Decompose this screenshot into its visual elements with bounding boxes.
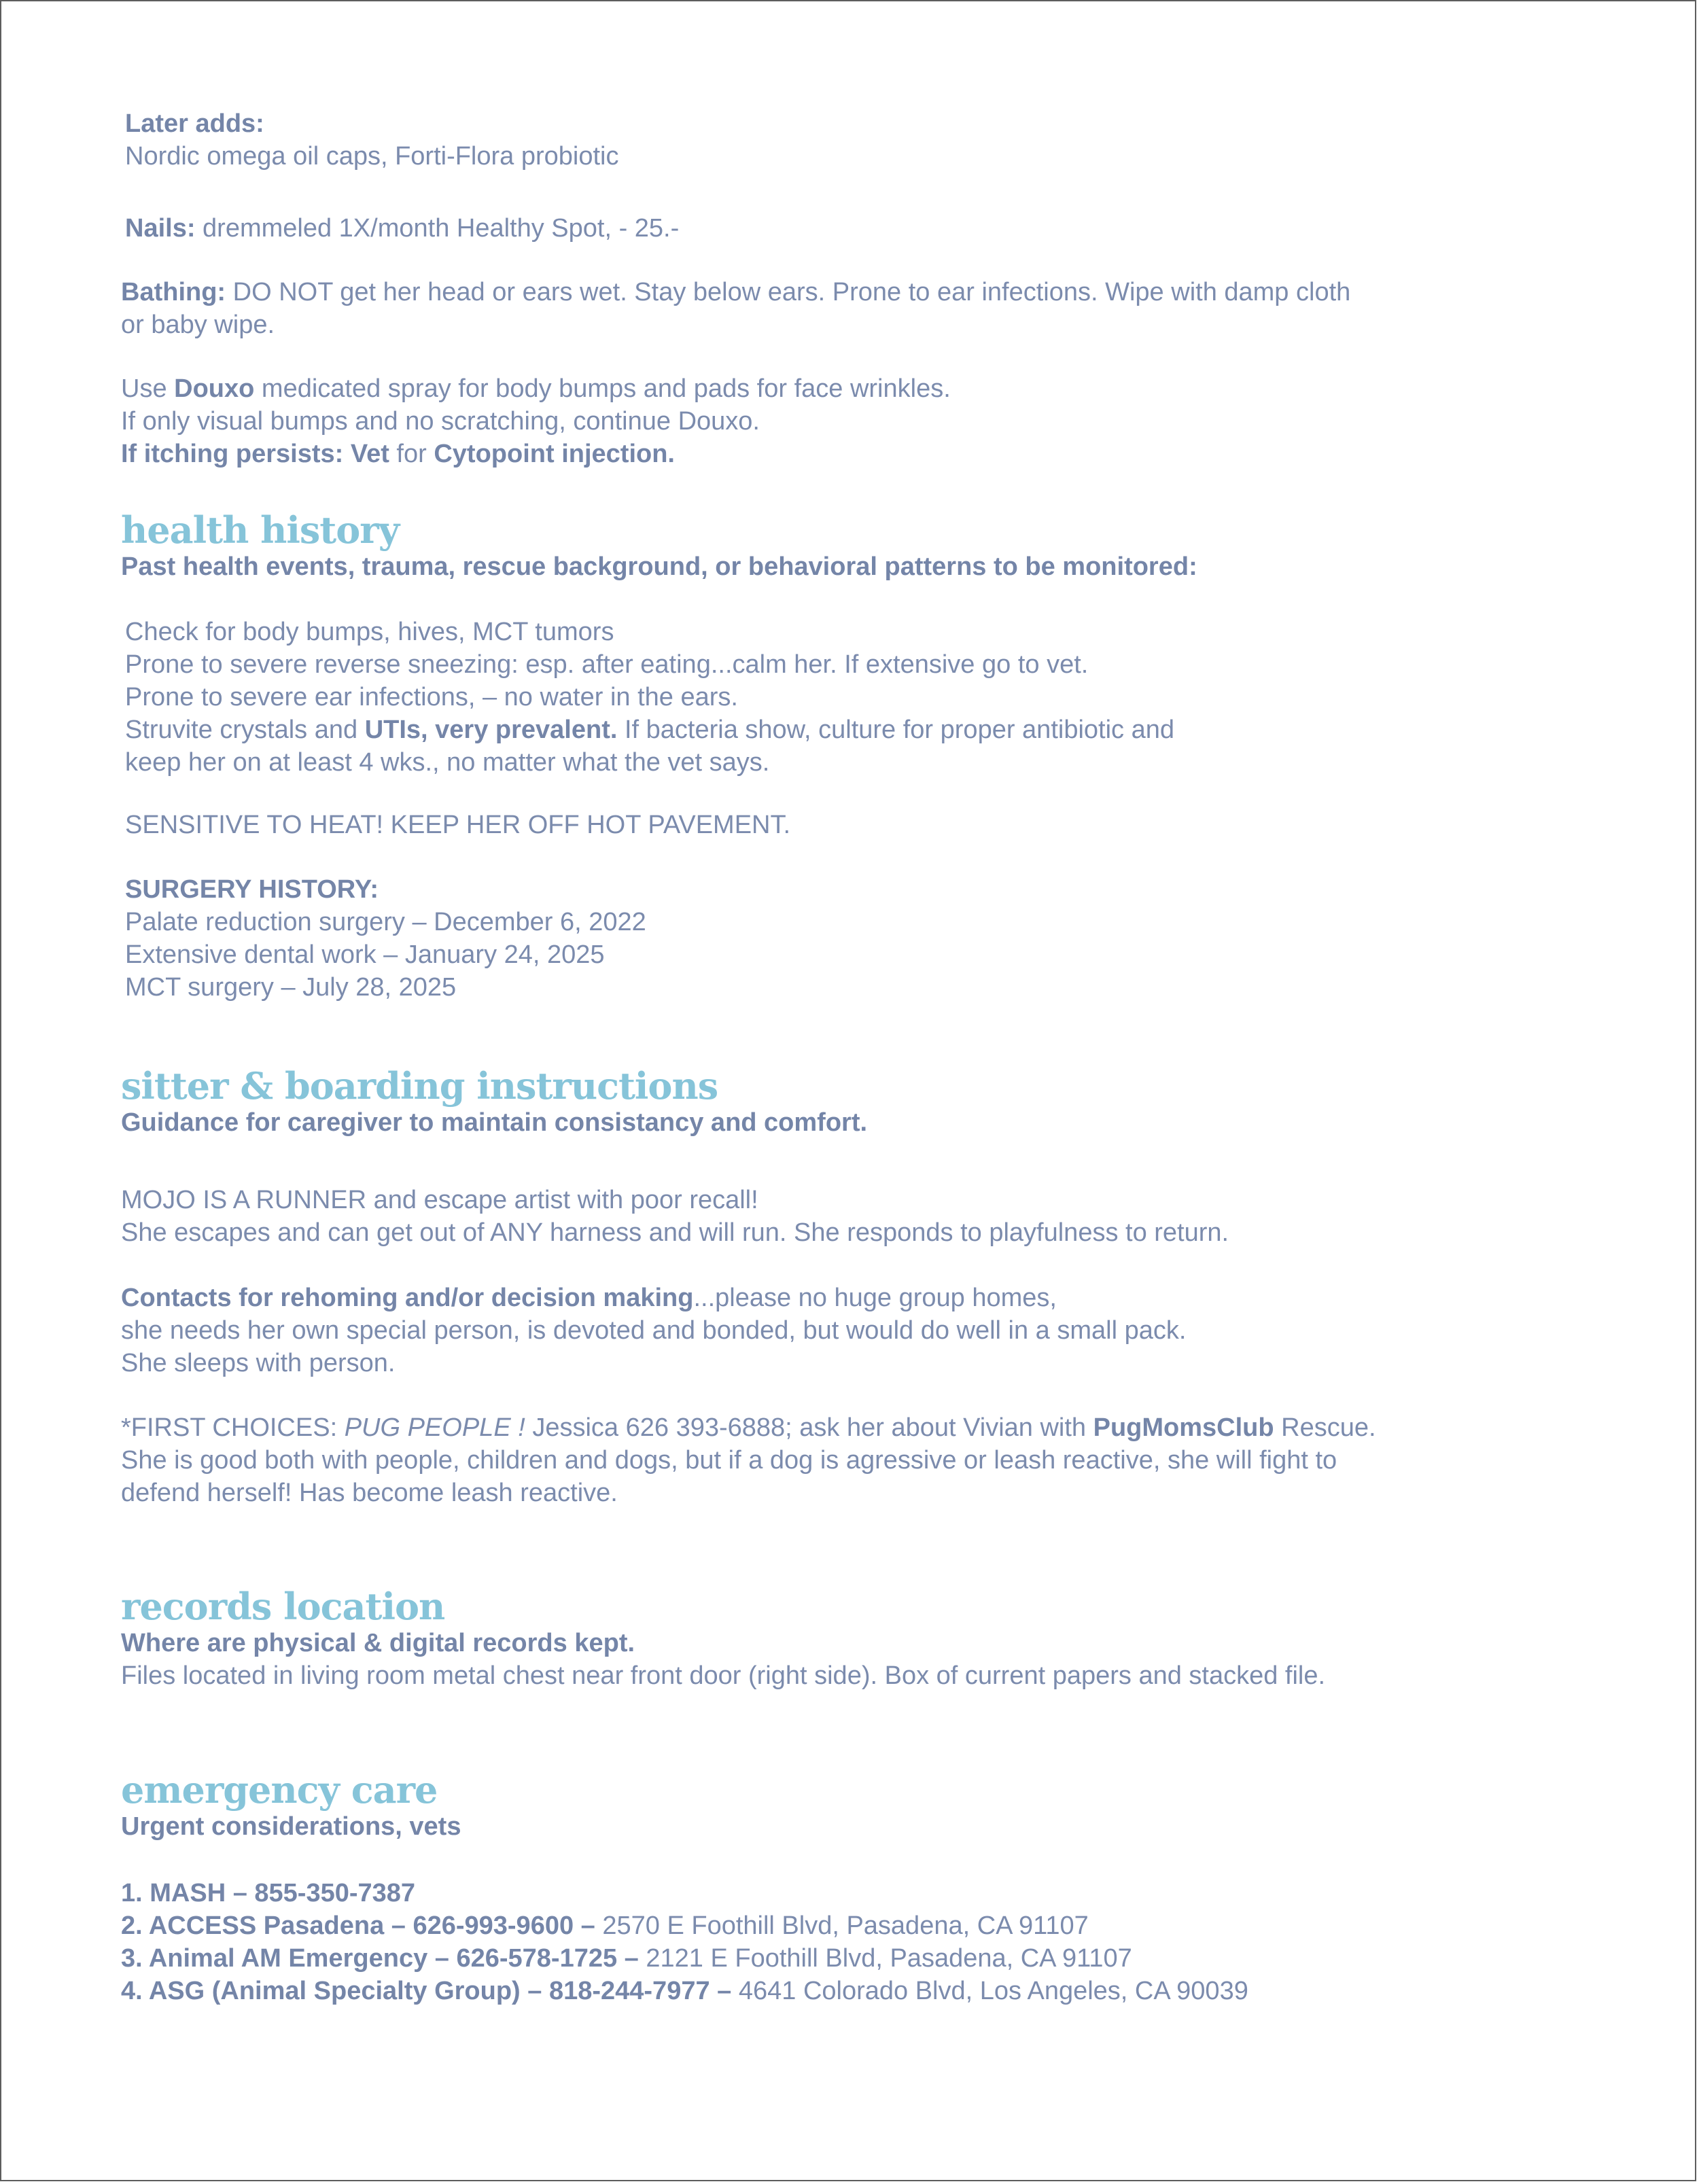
contacts-section [121, 1282, 1586, 1379]
bathing-line1: DO NOT get her head or ears wet. Stay below ears. Prone to ear infections. Wipe with damp cloth [226, 278, 1351, 306]
struvite-pre: Struvite crystals and [125, 716, 365, 744]
contacts-line3: She sleeps with person. [121, 1349, 396, 1377]
health-item: Check for body bumps, hives, MCT tumors [125, 618, 614, 646]
emergency-subheading: Urgent considerations, vets [121, 1812, 461, 1841]
uti-warning: UTIs, very prevalent. [364, 716, 618, 744]
records-section [121, 1586, 1586, 1692]
douxo-section [121, 372, 1586, 470]
vet-address: 2121 E Foothill Blvd, Pasadena, CA 91107 [638, 1944, 1132, 1973]
vet-item [121, 1877, 1586, 1909]
surgery-history-label: SURGERY HISTORY: [125, 875, 379, 904]
bathing-section [121, 276, 1586, 341]
douxo-line2: If only visual bumps and no scratching, continue Douxo. [121, 407, 760, 436]
contacts-label: Contacts for rehoming and/or decision making [121, 1284, 694, 1312]
health-item: Prone to severe reverse sneezing: esp. after eating...calm her. If extensive go to vet. [125, 650, 1089, 679]
vet-list [121, 1877, 1586, 2007]
cytopoint-label: Cytopoint injection. [434, 440, 675, 468]
surgery-item: Extensive dental work – January 24, 2025 [125, 940, 605, 969]
records-heading: records location [121, 1585, 445, 1628]
vet-name-phone: 4. ASG (Animal Specialty Group) – 818-244-7977 – [121, 1977, 732, 2005]
vet-address: 2570 E Foothill Blvd, Pasadena, CA 91107 [595, 1912, 1089, 1940]
vet-name-phone: 1. MASH – 855-350-7387 [121, 1879, 416, 1907]
first-choices-post: Rescue. [1274, 1413, 1376, 1442]
vet-name-phone: 2. ACCESS Pasadena – 626-993-9600 – [121, 1912, 595, 1940]
first-choices-pre: *FIRST CHOICES: [121, 1413, 345, 1442]
first-choices-line3: defend herself! Has become leash reactive. [121, 1479, 618, 1507]
pugmomsclub-label: PugMomsClub [1093, 1413, 1274, 1442]
vet-item [121, 1942, 1586, 1975]
nails-label: Nails: [125, 214, 196, 243]
douxo-l1-post: medicated spray for body bumps and pads for face wrinkles. [254, 374, 951, 403]
records-text: Files located in living room metal chest near front door (right side). Box of current papers and stacked file. [121, 1661, 1326, 1690]
nails-text: dremmeled 1X/month Healthy Spot, - 25.- [195, 214, 680, 243]
struvite-post: If bacteria show, culture for proper antibiotic and [617, 716, 1174, 744]
surgery-item: MCT surgery – July 28, 2025 [125, 973, 457, 1002]
records-subheading: Where are physical & digital records kept. [121, 1629, 635, 1657]
bathing-line2: or baby wipe. [121, 311, 275, 339]
sitter-subheading: Guidance for caregiver to maintain consistancy and comfort. [121, 1108, 868, 1137]
bathing-label: Bathing: [121, 278, 226, 306]
douxo-name: Douxo [174, 374, 255, 403]
later-adds-label: Later adds: [125, 109, 264, 138]
contacts-post: ...please no huge group homes, [693, 1284, 1057, 1312]
first-choices-line2: She is good both with people, children and dogs, but if a dog is agressive or leash reactive, she will fight to [121, 1446, 1337, 1475]
nails-section [125, 212, 1586, 245]
surgery-history-section [125, 873, 1586, 1004]
itching-label: If itching persists: Vet [121, 440, 389, 468]
sitter-section [121, 1065, 1586, 1139]
douxo-l1-pre: Use [121, 374, 175, 403]
health-history-items [125, 616, 1586, 779]
contacts-line2: she needs her own special person, is devoted and bonded, but would do well in a small pack. [121, 1316, 1187, 1345]
emergency-heading: emergency care [121, 1768, 438, 1812]
health-history-subheading: Past health events, trauma, rescue background, or behavioral patterns to be monitored: [121, 552, 1197, 581]
runner-section [121, 1184, 1586, 1249]
vet-name-phone: 3. Animal AM Emergency – 626-578-1725 – [121, 1944, 639, 1973]
vet-address: 4641 Colorado Blvd, Los Angeles, CA 90039 [731, 1977, 1248, 2005]
surgery-item: Palate reduction surgery – December 6, 2022 [125, 908, 646, 936]
first-choices-mid: Jessica 626 393-6888; ask her about Vivian with [525, 1413, 1093, 1442]
itching-mid: for [389, 440, 434, 468]
health-history-heading: health history [121, 508, 400, 552]
emergency-section [121, 1769, 1586, 1843]
first-choices-section [121, 1411, 1586, 1509]
heat-warning-section [125, 809, 1586, 841]
later-adds-section [125, 107, 1586, 173]
struvite-line2: keep her on at least 4 wks., no matter what the vet says. [125, 748, 770, 777]
health-item: Prone to severe ear infections, – no water in the ears. [125, 683, 738, 711]
sitter-heading: sitter & boarding instructions [121, 1064, 718, 1108]
vet-item [121, 1975, 1586, 2007]
runner-line2: She escapes and can get out of ANY harness and will run. She responds to playfulness to return. [121, 1218, 1229, 1247]
health-history-section [121, 510, 1586, 583]
heat-warning: SENSITIVE TO HEAT! KEEP HER OFF HOT PAVEMENT. [125, 811, 791, 839]
runner-line1: MOJO IS A RUNNER and escape artist with poor recall! [121, 1186, 758, 1214]
pug-people-label: PUG PEOPLE ! [344, 1413, 525, 1442]
later-adds-text: Nordic omega oil caps, Forti-Flora probiotic [125, 142, 619, 171]
vet-item [121, 1909, 1586, 1942]
